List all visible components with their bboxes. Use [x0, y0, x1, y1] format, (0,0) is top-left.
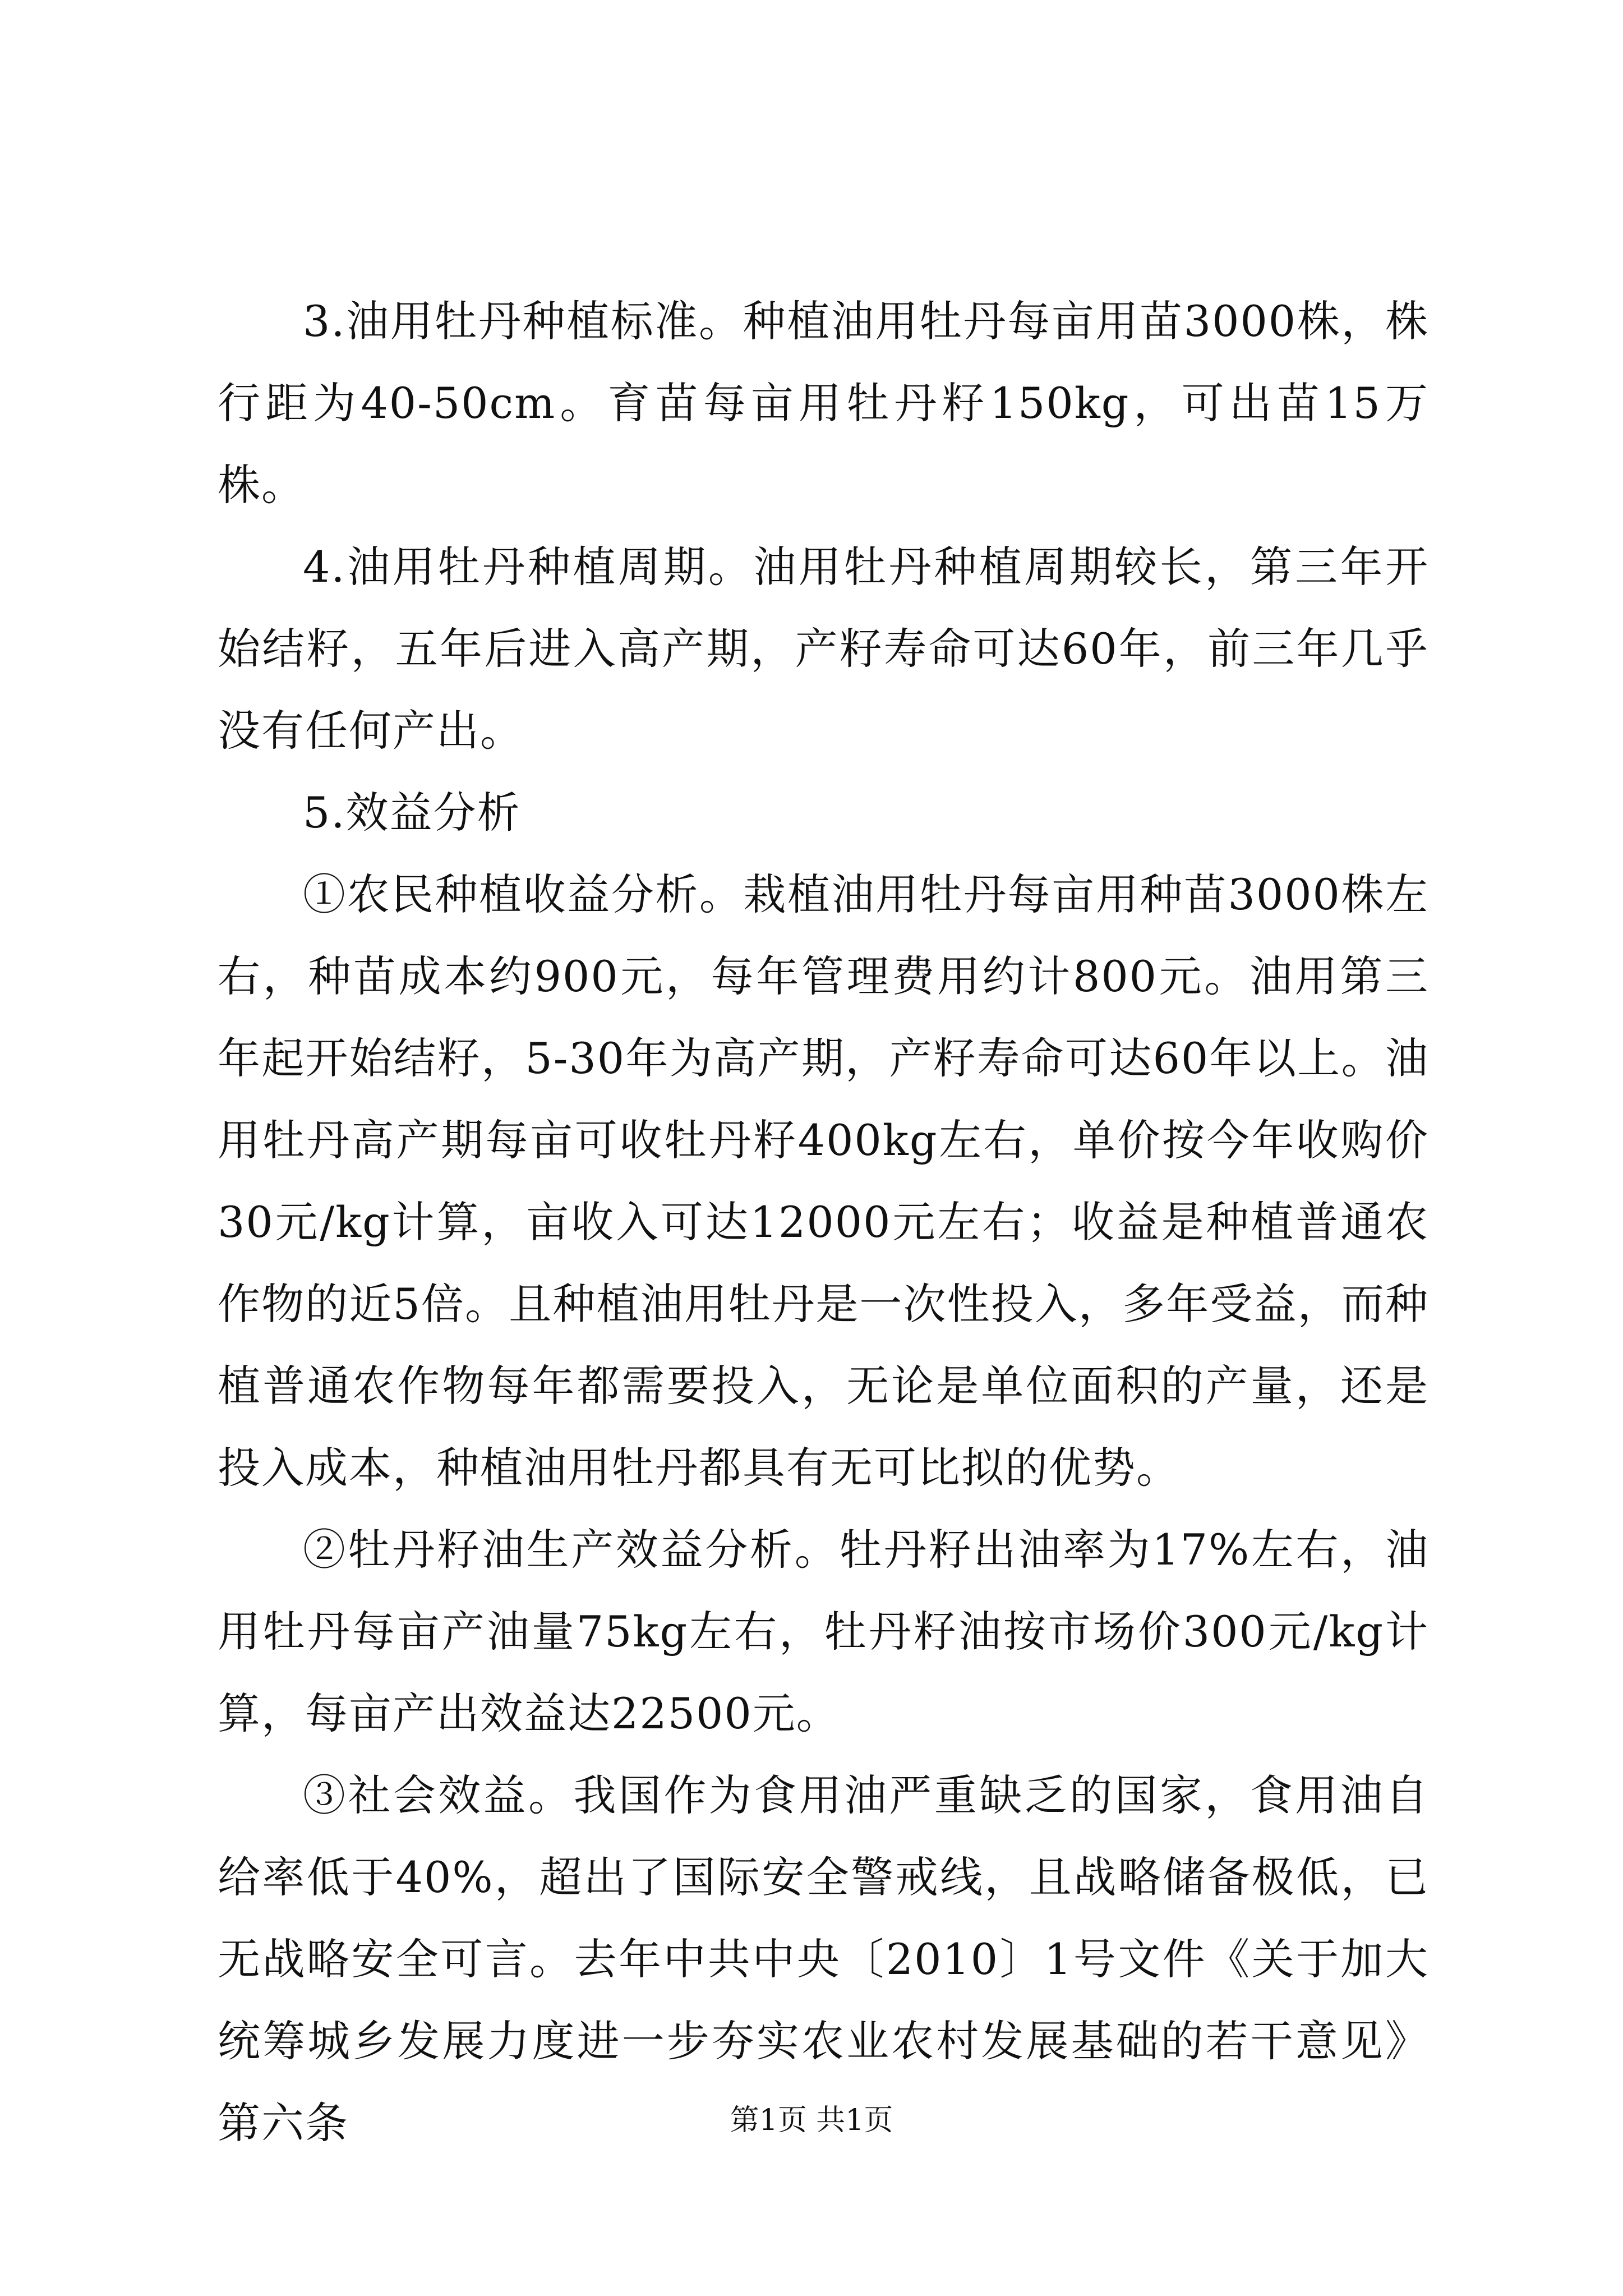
paragraph-farmer-income: ①农民种植收益分析。栽植油用牡丹每亩用种苗3000株左右，种苗成本约900元，每年管理费用约计800元。油用第三年起开始结籽，5-30年为高产期，产籽寿命可达60年以上。油用牡丹高产期每亩可收牡丹籽400kg左右，单价按今年收购价30元/kg计算，亩收入可达12000元左右；收益是种植普通农作物的近5倍。且种植油用牡丹是一次性投入，多年受益，而种植普通农作物每年都需要投入，无论是单位面积的产量，还是投入成本，种植油用牡丹都具有无可比拟的优势。: [218, 869, 1429, 1493]
paragraph-benefit-analysis-heading: 5.效益分析: [303, 788, 521, 838]
paragraph-oil-production-benefit: ②牡丹籽油生产效益分析。牡丹籽出油率为17%左右，油用牡丹每亩产油量75kg左右，牡丹籽油按市场价300元/kg计算，每亩产出效益达22500元。: [218, 1525, 1429, 1738]
page-footer: 第1页 共1页: [730, 2104, 893, 2137]
document-body: [218, 280, 1429, 2164]
paragraph-planting-cycle: 4.油用牡丹种植周期。油用牡丹种植周期较长，第三年开始结籽，五年后进入高产期，产籽寿命可达60年，前三年几乎没有任何产出。: [218, 542, 1429, 756]
paragraph-social-benefit: ③社会效益。我国作为食用油严重缺乏的国家，食用油自给率低于40%，超出了国际安全警戒线，且战略储备极低，已无战略安全可言。去年中共中央〔2010〕1号文件《关于加大统筹城乡发展力度进一步夯实农业农村发展基础的若干意见》第六条: [218, 1770, 1429, 2148]
paragraph-planting-standard: 3.油用牡丹种植标准。种植油用牡丹每亩用苗3000株，株行距为40-50cm。育苗每亩用牡丹籽150kg，可出苗15万株。: [218, 296, 1429, 510]
